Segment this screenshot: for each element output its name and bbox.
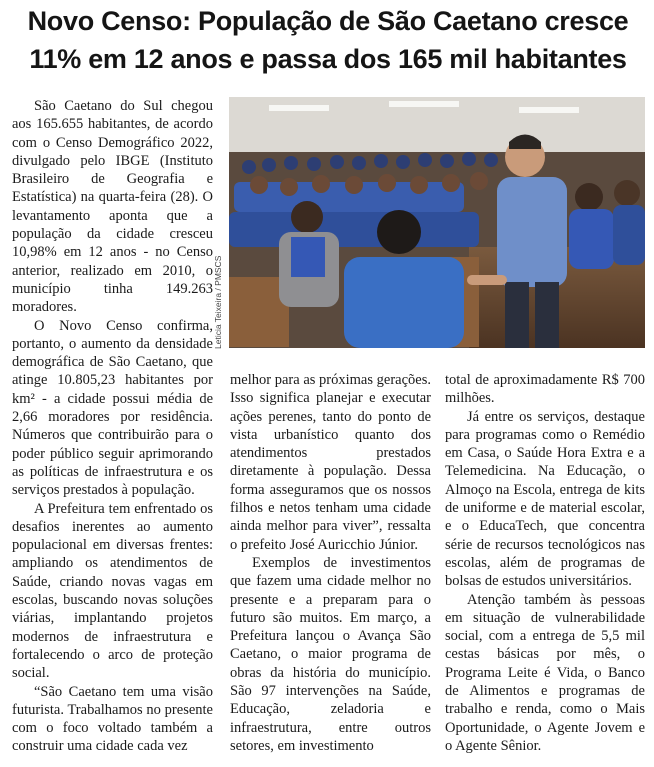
article-photo [229,97,645,348]
paragraph: A Prefeitura tem enfrentado os desafios inerentes ao aumento populacional em diversas frentes: ampliando os atendimentos de Saúde, criando novas vagas em escolas, buscando novas soluções viárias, implantando projetos modernos de infraestrutura e fortalecendo o arco de proteção social. [12,500,213,682]
photo-illustration [229,97,645,348]
paragraph: Atenção também às pessoas em situação de vulnerabilidade social, com a entrega de 5,5 mil cestas básicas por mês, o Programa Leite é Vida, o Banco de Alimentos e programas de trabalho e renda, como o Mais Oportunidade, o Agente Jovem e o Agente Sênior. [445,591,645,754]
paragraph: Exemplos de investimentos que fazem uma cidade melhor no presente e a preparam para o futuro são muitos. Em março, a Prefeitura lançou o Avança São Caetano, o maior programa de obras da história do município. São 97 intervenções na Saúde, Educação, zeladoria e infraestrutura, entre outros setores, em investimento [230,554,431,754]
text-column-1 [12,97,213,756]
paragraph: Já entre os serviços, destaque para programas como o Remédio em Casa, o Saúde Hora Extra e a Telemedicina. Na Educação, o Almoço na Escola, entrega de kits de uniforme e de material escolar, e o EducaTech, que concentra série de recursos tecnológicos nas escolas, além de programas de bolsas de estudos universitários. [445,408,645,590]
text-column-2 [230,371,431,755]
paragraph: total de aproximadamente R$ 700 milhões. [445,372,645,407]
paragraph: melhor para as próximas gerações. Isso significa planejar e executar ações perenes, tanto do ponto de vista urbanístico quanto dos atendimentos prestados diretamente à população. Dessa forma asseguramos que os nossos filhos e netos tenham uma cidade ainda melhor para viver”, ressalta o prefeito José Auricchio Júnior. [230,372,431,553]
text-column-3 [445,371,645,755]
photo-credit: Leticia Teixeira / PMSCS [213,255,223,349]
paragraph: São Caetano do Sul chegou aos 165.655 habitantes, de acordo com o Censo Demográfico 2022, divulgado pelo IBGE (Instituto Brasileiro de Geografia e Estatística) na quarta-feira (28). O levantamento aponta que a população da cidade cresceu 10,98% em 12 anos - no Censo anterior, realizado em 2010, o município tinha 149.263 moradores. [12,98,213,316]
paragraph: O Novo Censo confirma, portanto, o aumento da densidade demográfica de São Caetano, que atinge 10.805,23 habitantes por km² - a cidade possui média de 2,66 moradores por residência. Números que contribuirão para o poder público seguir aprimorando as políticas de infraestrutura e os serviços prestados à população. [12,317,213,499]
article-headline: Novo Censo: População de São Caetano cresce 11% em 12 anos e passa dos 165 mil habitantes [27,6,629,74]
paragraph: “São Caetano tem uma visão futurista. Trabalhamos no presente com o foco voltado também a construir uma cidade cada vez [12,683,213,755]
